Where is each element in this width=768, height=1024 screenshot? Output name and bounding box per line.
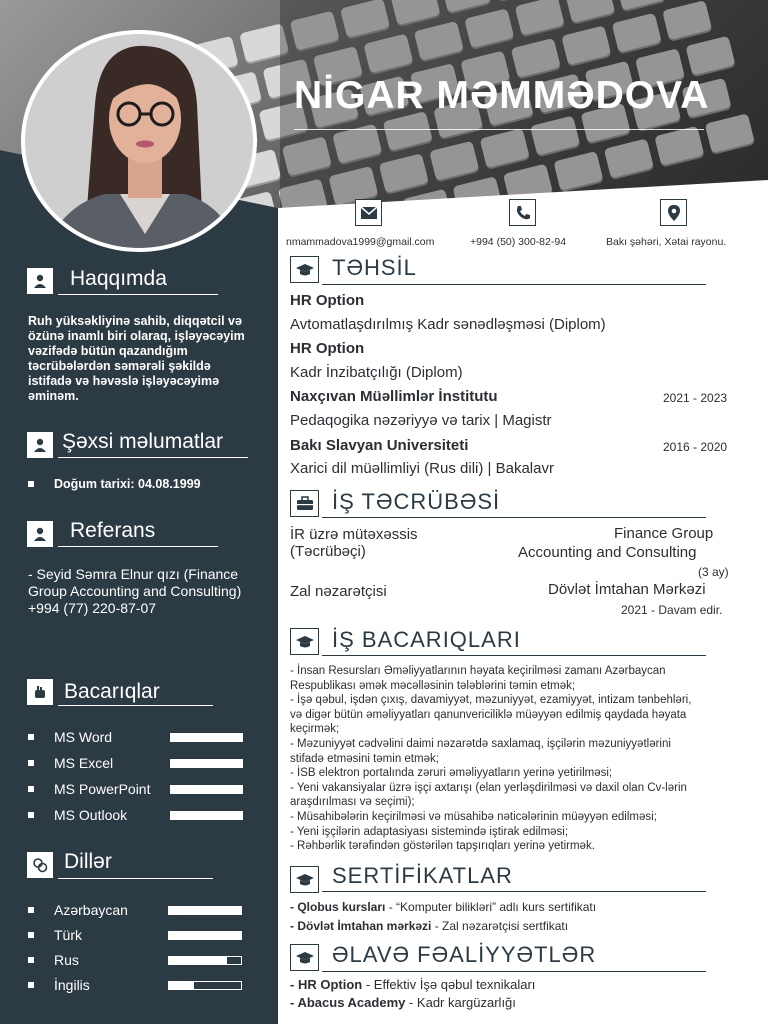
graduation-cap-icon [290,944,319,971]
certificate-item [290,900,596,914]
certificate-desc: - Zal nəzarətçisi sertfikatı [431,919,569,933]
bullet-icon [28,481,34,487]
work-skill-line: - Müsahibələrin keçirilməsi və müsahibə nəticələrinin müəyyən edilməsi; [290,810,657,823]
reference-title: Referans [70,519,156,542]
activity-org: - HR Option [290,977,363,992]
user-icon [27,268,53,294]
skill-level-bar [168,956,242,965]
activity-org: - Abacus Academy [290,995,406,1010]
skill-level-bar [168,981,242,990]
experience-company: Finance Group [614,525,714,542]
activity-desc: - Effektiv İşə qəbul texnikaları [362,977,536,992]
education-school: HR Option [290,340,365,357]
activity-desc: - Kadr kargüzarlığı [405,995,516,1010]
bullet-icon [28,786,34,792]
graduation-cap-icon [290,628,319,655]
experience-role: İR üzrə mütəxəssis (Təcrübəçi) [290,526,418,560]
skills-title: Bacarıqlar [64,680,160,703]
skill-level-bar [170,811,243,820]
skill-row [28,806,174,824]
skills-rule [58,705,213,706]
work-skill-line: - İşə qəbul, işdən çıxış, davamiyyət, məzuniyyət, ezamiyyət, intizam tənbehləri, [290,694,692,707]
education-program: Xarici dil müəllimliyi (Rus dili) | Bakalavr [290,460,554,477]
skill-label: İngilis [54,977,90,993]
bullet-icon [28,812,34,818]
skill-row [28,901,174,919]
skill-label: MS PowerPoint [54,781,151,797]
skill-label: Türk [54,927,82,943]
bullet-icon [28,957,34,963]
education-rule [322,284,706,285]
work-skill-line: və digər bütün əməliyyatları qanunvericiliklə müəyyən edilmiş qaydada həyata [290,708,687,721]
experience-rule [322,517,706,518]
activity-item [290,977,535,992]
experience-company: Dövlət İmtahan Mərkəzi [548,581,706,598]
hand-icon [27,679,53,705]
email-text[interactable]: nmammadova1999@gmail.com [286,236,435,248]
bullet-icon [28,734,34,740]
skill-level-fill [169,982,194,989]
education-dates: 2021 - 2023 [663,391,728,405]
certificate-org: - Dövlət İmtahan mərkəzi [290,919,432,933]
work-skill-line: stifadə etməsini təmin etmək; [290,752,439,765]
skill-level-bar [168,906,242,915]
phone-icon [509,199,536,226]
experience-period: (3 ay) [698,565,729,579]
person-name: NİGAR MƏMMƏDOVA [294,74,710,117]
birth-date: Doğum tarixi: 04.08.1999 [54,476,201,491]
skill-level-bar [168,931,242,940]
certificate-item [290,919,568,933]
skill-label: Azərbaycan [54,902,128,918]
languages-title: Dillər [64,850,112,873]
skill-level-fill [171,760,242,767]
name-underline [294,129,704,130]
reference-rule [58,546,218,547]
graduation-cap-icon [290,866,319,893]
education-school: HR Option [290,292,365,309]
education-school: Bakı Slavyan Universiteti [290,437,469,454]
skill-level-bar [170,785,243,794]
bullet-icon [28,760,34,766]
personal-rule [58,457,248,458]
bullet-icon [28,932,34,938]
briefcase-icon [290,490,319,517]
education-title: TƏHSİL [332,255,417,280]
education-program: Pedaqogika nəzəriyyə və tarix | Magistr [290,412,552,429]
bullet-icon [28,907,34,913]
reference-text: - Seyid Səmra Elnur qızı (Finance Group Accounting and Consulting) +994 (77) 220-87-07 [28,566,242,616]
skill-level-fill [171,786,242,793]
skill-level-bar [170,759,243,768]
portrait-illustration [25,34,253,248]
work-skill-line: araşdırılması və seçimi); [290,796,415,809]
activity-item [290,995,516,1010]
work-skill-line: - Məzuniyyət cədvəlini daimi nəzarətdə saxlamaq, işçilərin məzuniyyətlərini [290,737,671,750]
skill-row [28,754,174,772]
experience-title: İŞ TƏCRÜBƏSİ [332,489,501,514]
experience-period: 2021 - Davam edir. [621,603,723,617]
certificate-org: - Qlobus kursları [290,900,386,914]
education-program: Avtomatlaşdırılmış Kadr sənədləşməsi (Diplom) [290,316,606,333]
experience-role: Zal nəzarətçisi [290,583,387,600]
work-skill-line: - İnsan Resursları Əməliyyatlarının həyata keçirilməsi zamanı Azərbaycan [290,665,666,677]
about-title: Haqqımda [70,267,167,290]
bullet-icon [28,982,34,988]
education-program: Kadr İnzibatçılığı (Diplom) [290,364,463,381]
activities-rule [322,971,706,972]
skill-row [28,926,174,944]
skill-level-fill [169,932,241,939]
email-icon [355,199,382,226]
location-icon [660,199,687,226]
work-skill-line: - İSB elektron portalında zəruri əməliyyatların yerinə yetirilməsi; [290,767,613,780]
work-skill-line: - Yeni vakansiyalar üzrə işçi axtarışı (elan yerləşdirilməsi və daxil olan Cv-lərin [290,781,687,794]
activities-title: ƏLAVƏ FƏALİYYƏTLƏR [332,942,597,967]
graduation-cap-icon [290,256,319,283]
skill-label: Rus [54,952,79,968]
work-skills-rule [322,655,706,656]
language-icon [27,852,53,878]
birth-row [28,475,201,493]
education-dates: 2016 - 2020 [663,440,728,454]
work-skill-line: keçirmək; [290,723,340,736]
education-school: Naxçıvan Müəllimlər İnstitutu [290,388,498,405]
skill-row [28,728,174,746]
languages-rule [58,878,213,879]
skill-level-bar [170,733,243,742]
work-skills-list [290,664,760,854]
skill-level-fill [169,907,241,914]
skill-label: MS Outlook [54,807,128,823]
skill-row [28,951,174,969]
skill-label: MS Word [54,729,113,745]
address-text: Bakı şəhəri, Xətai rayonu. [606,236,727,248]
personal-title: Şəxsi məlumatlar [62,430,224,453]
profile-photo [21,30,257,252]
certificates-rule [322,891,706,892]
experience-company: Accounting and Consulting [518,544,697,561]
user-icon [27,432,53,458]
work-skill-line: - Yeni işçilərin adaptasiyası sistemində iştirak edilməsi; [290,825,569,838]
phone-text[interactable]: +994 (50) 300-82-94 [470,236,567,248]
skill-row [28,780,174,798]
user-icon [27,521,53,547]
work-skills-title: İŞ BACARIQLARI [332,627,521,652]
skill-level-fill [169,957,227,964]
about-text: Ruh yüksəkliyinə sahib, diqqətcil və özünə inamlı biri olaraq, işləyəcəyim vəzifədə bütün qazandığım təcrübələrdən səmərəli şəkildə istifadə və həvəslə işləyəcəyimə əminəm. [28,314,245,403]
skill-level-fill [171,734,242,741]
skill-label: MS Excel [54,755,114,771]
skill-row [28,976,174,994]
skill-level-fill [171,812,242,819]
certificates-title: SERTİFİKATLAR [332,863,513,888]
work-skill-line: - Rəhbərlik tərəfindən göstərilən tapşırıqları yerinə yetirmək. [290,840,595,853]
about-rule [58,294,218,295]
work-skill-line: Respublikası əmək məcəlləsinin tələblərini təmin etmək; [290,679,576,692]
certificate-desc: - “Komputer bilikləri” adlı kurs sertifikatı [385,900,597,914]
